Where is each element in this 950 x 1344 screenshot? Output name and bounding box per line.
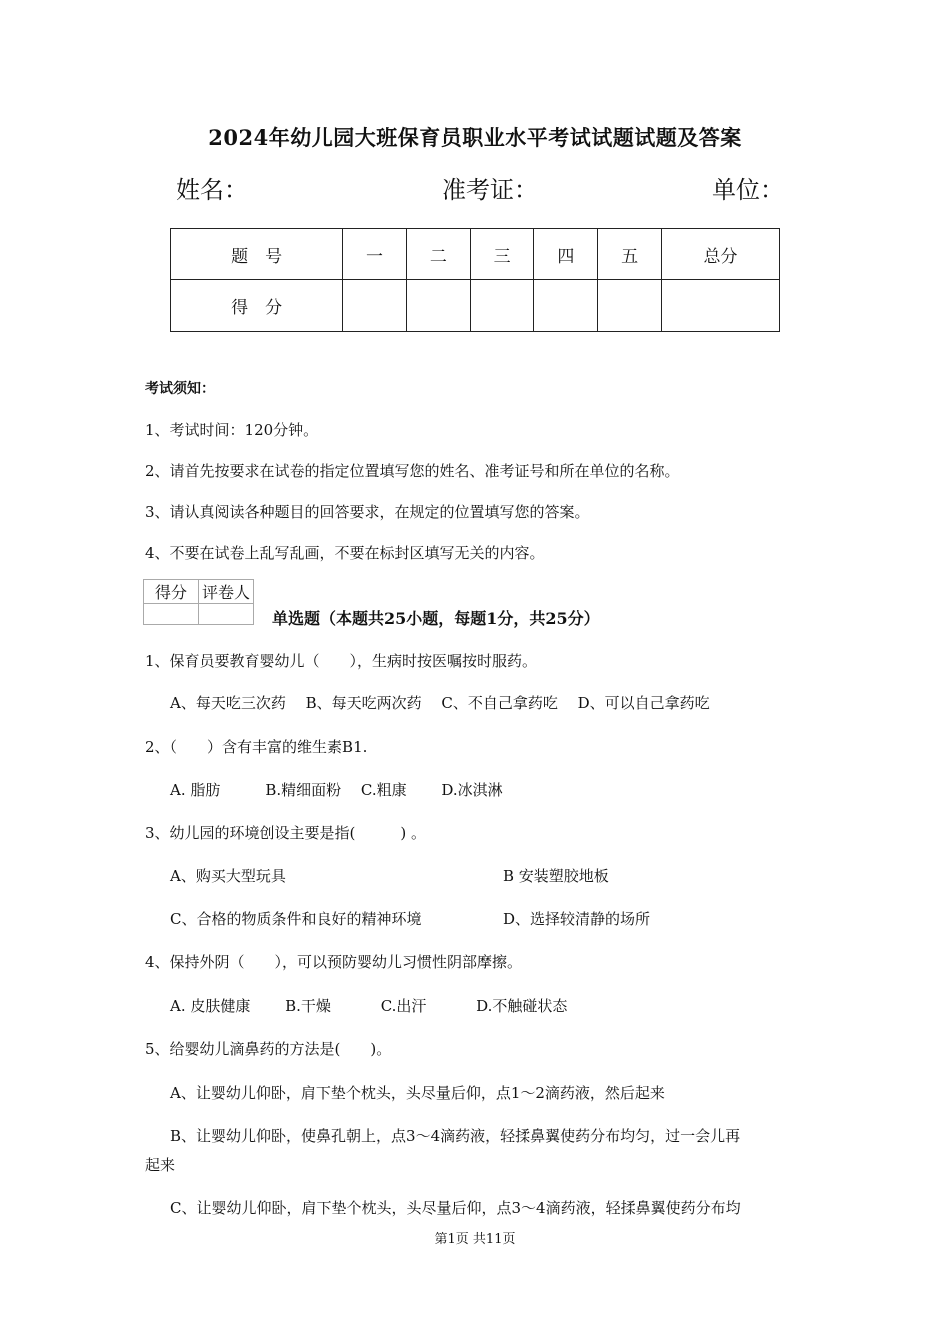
score-table-cell: 得 分 — [171, 280, 343, 332]
notice-item: 4、不要在试卷上乱写乱画，不要在标封区填写无关的内容。 — [145, 544, 545, 562]
question-stem: 3、幼儿园的环境创设主要是指( ) 。 — [145, 824, 427, 842]
question-options: A、每天吃三次药 B、每天吃两次药 C、不自己拿药吃 D、可以自己拿药吃 — [170, 694, 710, 712]
score-entry-cell[interactable] — [662, 280, 780, 332]
question-stem: 2、（ ）含有丰富的维生素B1. — [145, 738, 368, 756]
notice-item: 1、考试时间：120分钟。 — [145, 421, 319, 439]
notice-item: 3、请认真阅读各种题目的回答要求，在规定的位置填写您的答案。 — [145, 503, 590, 521]
score-table-header-row — [171, 229, 780, 280]
question-options: A. 脂肪 B.精细面粉 C.粗康 D.冰淇淋 — [170, 781, 503, 799]
exam-id-field-label: 准考证： — [442, 176, 538, 204]
question-option: B 安装塑胶地板 — [503, 867, 609, 885]
question-option: B、让婴幼儿仰卧，使鼻孔朝上，点3～4滴药液，轻揉鼻翼使药分布均匀，过一会儿再 — [170, 1127, 741, 1145]
question-option: A、让婴幼儿仰卧，肩下垫个枕头，头尽量后仰，点1～2滴药液，然后起来 — [170, 1084, 665, 1102]
name-field-label: 姓名： — [176, 176, 248, 204]
grader-box-grader-cell[interactable] — [199, 604, 254, 625]
grader-box-score-cell[interactable] — [144, 604, 199, 625]
score-table-cell: 一 — [343, 229, 407, 280]
grader-box-grader-label: 评卷人 — [199, 580, 254, 604]
score-entry-cell[interactable] — [470, 280, 534, 332]
page-footer: 第1页 共11页 — [434, 1232, 516, 1247]
score-table-cell: 五 — [598, 229, 662, 280]
question-stem: 1、保育员要教育婴幼儿（ ），生病时按医嘱按时服药。 — [145, 652, 538, 670]
question-option: C、合格的物质条件和良好的精神环境 — [170, 910, 422, 928]
question-option-continued: 起来 — [145, 1156, 176, 1174]
score-entry-cell[interactable] — [598, 280, 662, 332]
question-options: A. 皮肤健康 B.干燥 C.出汗 D.不触碰状态 — [170, 997, 568, 1015]
unit-field-label: 单位： — [712, 176, 784, 204]
score-entry-cell[interactable] — [406, 280, 470, 332]
score-table — [170, 228, 780, 332]
section-title: 单选题（本题共25小题，每题1分，共25分） — [272, 609, 600, 628]
question-option: D、选择较清静的场所 — [503, 910, 651, 928]
score-table-cell: 题 号 — [171, 229, 343, 280]
grader-box — [143, 579, 254, 625]
question-option: C、让婴幼儿仰卧，肩下垫个枕头，头尽量后仰，点3～4滴药液，轻揉鼻翼使药分布均 — [170, 1199, 741, 1217]
grader-box-score-label: 得分 — [144, 580, 199, 604]
score-entry-cell[interactable] — [343, 280, 407, 332]
notice-heading: 考试须知： — [145, 381, 215, 397]
score-table-cell: 总分 — [662, 229, 780, 280]
question-stem: 4、保持外阴（ ），可以预防婴幼儿习惯性阴部摩擦。 — [145, 953, 523, 971]
score-table-cell: 四 — [534, 229, 598, 280]
question-option: A、购买大型玩具 — [170, 867, 286, 885]
score-table-score-row — [171, 280, 780, 332]
notice-item: 2、请首先按要求在试卷的指定位置填写您的姓名、准考证号和所在单位的名称。 — [145, 462, 680, 480]
score-entry-cell[interactable] — [534, 280, 598, 332]
page-title: 2024年幼儿园大班保育员职业水平考试试题试题及答案 — [208, 125, 742, 150]
score-table-cell: 三 — [470, 229, 534, 280]
score-table-cell: 二 — [406, 229, 470, 280]
question-stem: 5、给婴幼儿滴鼻药的方法是( )。 — [145, 1040, 392, 1058]
